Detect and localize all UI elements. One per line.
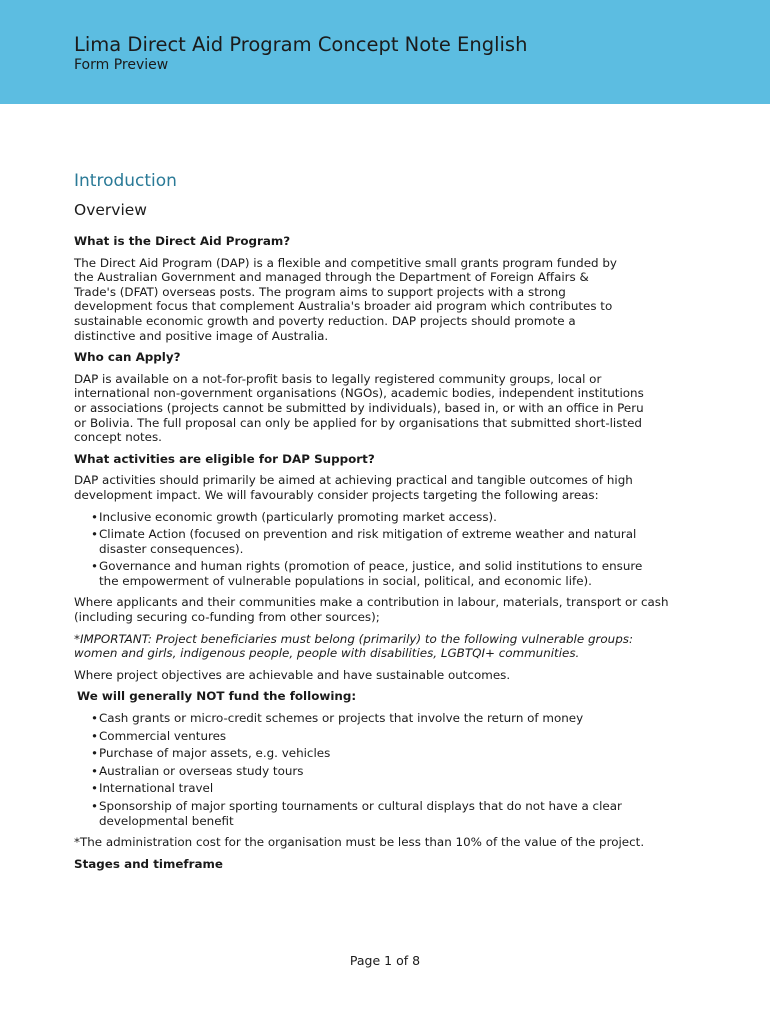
form-header: [0, 0, 770, 104]
question-heading: We will generally NOT fund the following:: [77, 689, 357, 704]
important-note: *IMPORTANT: Project beneficiaries must belong (primarily) to the following vulnerable groups: women and girls, indigenous people, people with disabilities, LGBTQI+ communities.: [74, 631, 633, 661]
subsection-title: Overview: [74, 201, 147, 219]
list-item: • Purchase of major assets, e.g. vehicles: [74, 746, 674, 761]
list-item: • Australian or overseas study tours: [74, 764, 674, 779]
question-heading: Stages and timeframe: [74, 856, 223, 871]
form-title: Lima Direct Aid Program Concept Note English: [74, 33, 528, 56]
eligible-areas-list: [74, 510, 654, 589]
paragraph: DAP activities should primarily be aimed at achieving practical and tangible outcomes of high development impact. We will favourably consider projects targeting the following areas:: [74, 473, 633, 502]
paragraph: DAP is available on a not-for-profit basis to legally registered community groups, local or international non-government organisations (NGOs), academic bodies, independent institutions or associations (projects cannot be submitted by individuals), based in, or with an office in Peru or Bolivia. The full proposal can only be applied for by organisations that submitted short-listed concept notes.: [74, 371, 644, 445]
list-item: • Cash grants or micro-credit schemes or projects that involve the return of money: [74, 711, 674, 726]
paragraph: Where applicants and their communities make a contribution in labour, materials, transport or cash (including securing co-funding from other sources);: [74, 595, 669, 625]
list-item: • Inclusive economic growth (particularly promoting market access).: [74, 510, 654, 525]
section-title: Introduction: [74, 171, 177, 191]
page-number: Page 1 of 8: [349, 953, 421, 968]
admin-cost-note: *The administration cost for the organisation must be less than 10% of the value of the project.: [74, 835, 645, 850]
question-heading: Who can Apply?: [74, 350, 181, 365]
question-heading: What is the Direct Aid Program?: [74, 234, 291, 248]
paragraph: Where project objectives are achievable and have sustainable outcomes.: [74, 667, 511, 682]
list-item: • Climate Action (focused on prevention and risk mitigation of extreme weather and natural disaster consequences).: [74, 527, 654, 556]
document-body: [74, 170, 694, 878]
not-funded-list: [74, 711, 674, 828]
list-item: • International travel: [74, 781, 674, 796]
list-item: • Commercial ventures: [74, 729, 674, 744]
list-item: • Sponsorship of major sporting tournaments or cultural displays that do not have a clear developmental benefit: [74, 799, 674, 828]
list-item: • Governance and human rights (promotion of peace, justice, and solid institutions to ensure the empowerment of vulnerable populations in social, political, and economic life).: [74, 559, 654, 588]
paragraph: The Direct Aid Program (DAP) is a flexible and competitive small grants program funded by the Australian Government and managed through the Department of Foreign Affairs & Trade's (DFAT) overseas posts. The program aims to support projects with a strong development focus that complement Australia's broader aid program which contributes to sustainable economic growth and poverty reduction. DAP projects should promote a distinctive and positive image of Australia.: [74, 255, 617, 343]
form-subtitle: Form Preview: [74, 57, 169, 73]
question-heading: What activities are eligible for DAP Support?: [74, 451, 375, 466]
